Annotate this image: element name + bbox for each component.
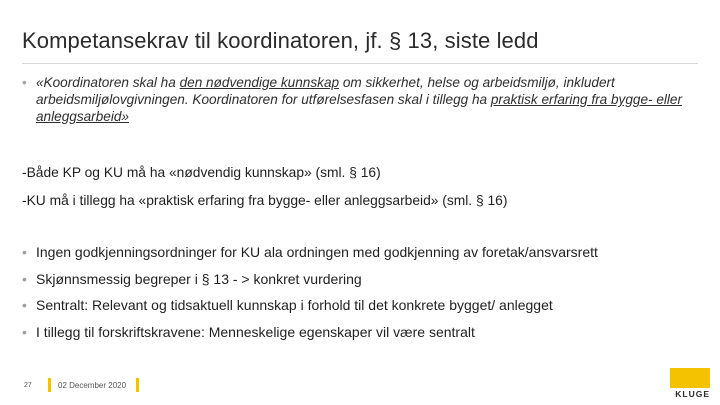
quote-underline-2: praktisk erfaring fra bygge- eller anleggsarbeid» xyxy=(36,92,683,124)
title-divider xyxy=(22,63,698,64)
list-item xyxy=(22,324,598,351)
quote-text xyxy=(36,74,702,125)
paragraph-kp-ku: -Både KP og KU må ha «nødvendig kunnskap» (sml. § 16) xyxy=(22,165,381,180)
footer-date: 02 December 2020 xyxy=(58,381,127,390)
list-item-text: Skjønnsmessig begreper i § 13 - > konkret vurdering xyxy=(36,270,362,287)
footer-divider xyxy=(136,378,139,392)
list-item xyxy=(22,297,598,324)
list-item-text: Ingen godkjenningsordninger for KU ala ordningen med godkjenning av foretak/ansvarsrett xyxy=(36,244,598,260)
kluge-logo xyxy=(664,368,710,398)
bullet-icon: • xyxy=(22,270,27,287)
bullet-icon: • xyxy=(22,244,27,260)
logo-mark-icon xyxy=(670,368,710,388)
quote-block xyxy=(22,74,702,125)
quote-underline-1: den nødvendige kunnskap xyxy=(179,75,340,90)
logo-text: KLUGE xyxy=(675,389,710,399)
slide-title: Kompetansekrav til koordinatoren, jf. § 13, siste ledd xyxy=(22,28,539,53)
footer-divider xyxy=(48,378,51,392)
list-item-text: I tillegg til forskriftskravene: Menneskelige egenskaper vil være sentralt xyxy=(36,323,475,340)
quote-part-2: om sikkerhet, helse og arbeidsmiljø, inkludert arbeidsmiljølovgivningen. Koordinatoren for utførelsesfasen skal i tillegg ha xyxy=(36,75,615,107)
list-item xyxy=(22,271,598,298)
quote-part-1: «Koordinatoren skal ha xyxy=(36,75,180,90)
page-number: 27 xyxy=(24,382,32,389)
bullet-icon: • xyxy=(22,323,27,340)
list-item xyxy=(22,244,598,271)
paragraph-ku: -KU må i tillegg ha «praktisk erfaring fra bygge- eller anleggsarbeid» (sml. § 16) xyxy=(22,193,508,208)
bullet-icon: • xyxy=(22,75,27,90)
bullet-list xyxy=(22,244,598,350)
bullet-icon: • xyxy=(22,297,27,313)
list-item-text: Sentralt: Relevant og tidsaktuell kunnskap i forhold til det konkrete bygget/ anlegget xyxy=(36,297,553,313)
